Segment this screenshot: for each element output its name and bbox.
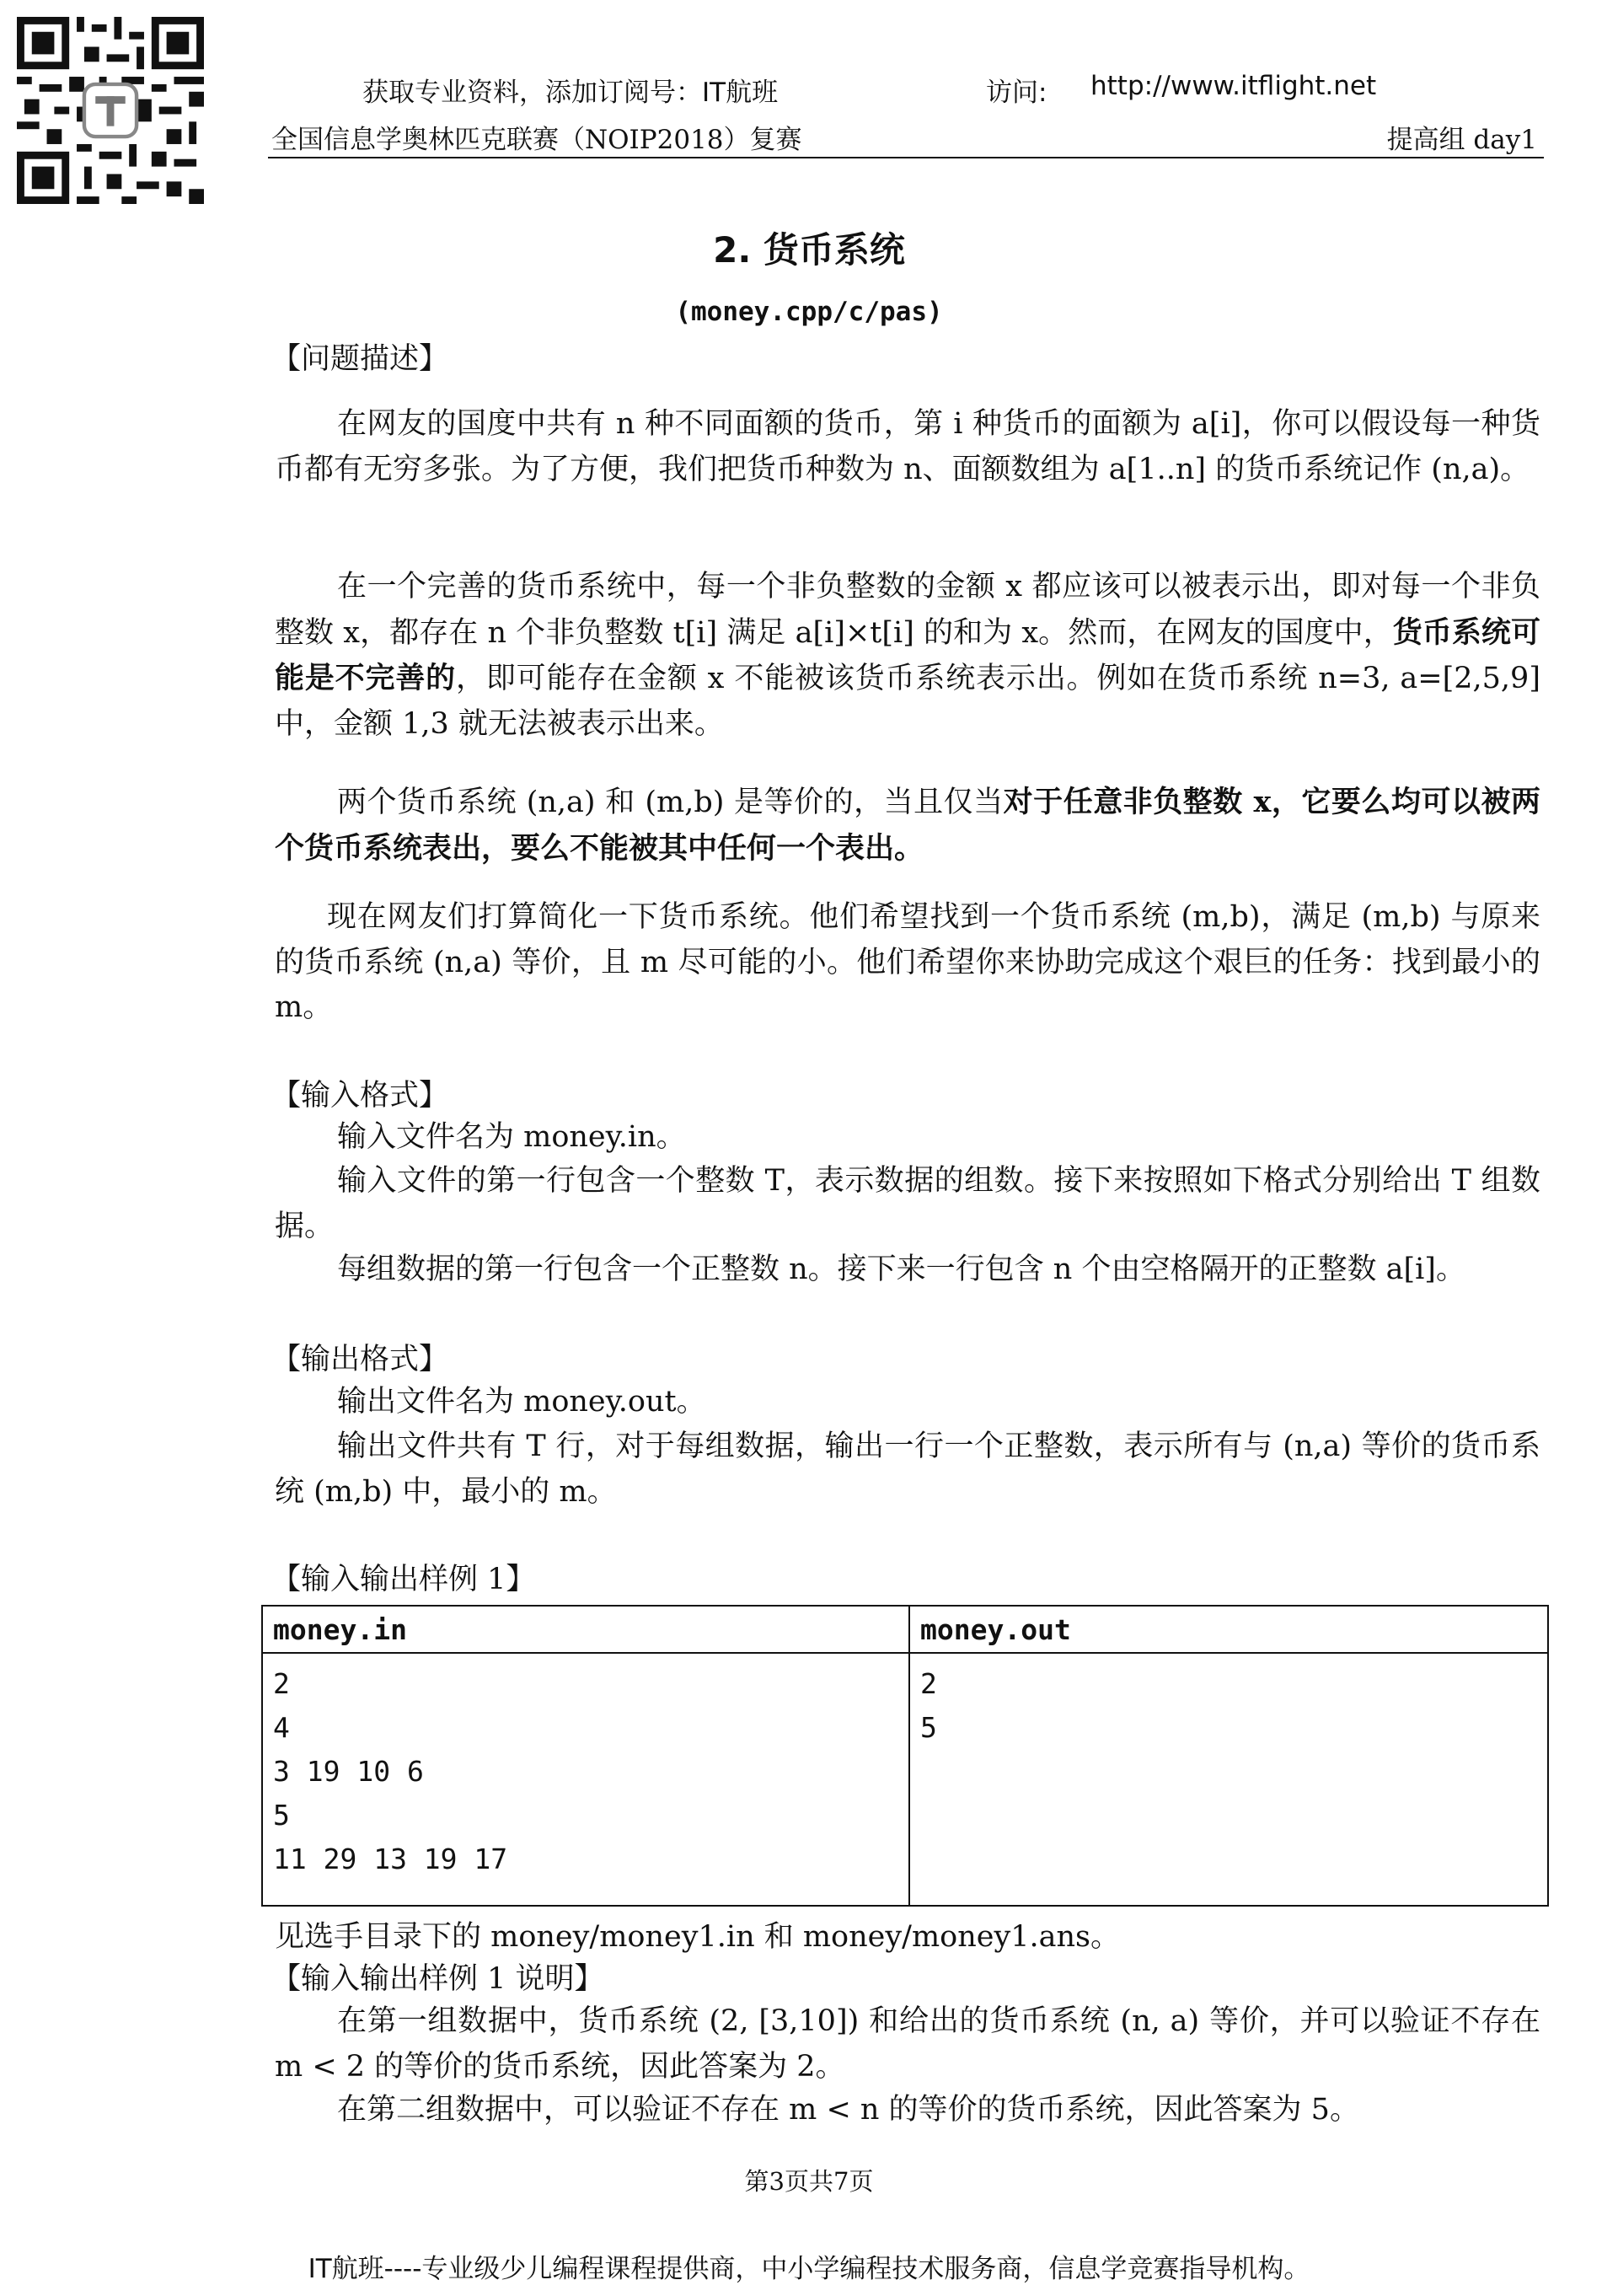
section-heading-sample-explanation: 【输入输出样例 1 说明】 (271, 1962, 604, 1996)
output-format-line-2: 输出文件共有 T 行，对于每组数据，输出一行一个正整数，表示所有与 (n,a) 等价的货币系统 (m,b) 中，最小的 m。 (275, 1430, 1540, 1509)
promo-subscribe-text: 获取专业资料，添加订阅号：IT航班 (362, 78, 779, 108)
output-format-line-1: 输出文件名为 money.out。 (337, 1385, 706, 1419)
description-paragraph-1: 在网友的国度中共有 n 种不同面额的货币，第 i 种货币的面额为 a[i]，你可以假设每一种货币都有无穷多张。为了方便，我们把货币种数为 n、面额数组为 a[1..n] 的货币系统记作 (n,a)。 (275, 407, 1540, 486)
sample-input-content: 2 4 3 19 10 6 5 11 29 13 19 17 (273, 1667, 508, 1875)
section-heading-sample: 【输入输出样例 1】 (271, 1563, 536, 1596)
sample-io-table (261, 1605, 1549, 1907)
input-format-line-3: 每组数据的第一行包含一个正整数 n。接下来一行包含 n 个由空格隔开的正整数 a[i]。 (337, 1253, 1465, 1286)
problem-filenames: (money.cpp/c/pas) (675, 297, 943, 327)
section-heading-output: 【输出格式】 (271, 1343, 449, 1376)
section-heading-input: 【输入格式】 (271, 1079, 449, 1113)
sample-output-content: 2 5 (920, 1667, 937, 1744)
promo-visit-label: 访问: (986, 78, 1047, 108)
sample-file-note: 见选手目录下的 money/money1.in 和 money/money1.ans。 (275, 1920, 1121, 1954)
header-contest-name: 全国信息学奥林匹克联赛（NOIP2018）复赛 (271, 125, 802, 155)
table-header-input: money.in (273, 1613, 407, 1646)
footer-tagline: IT航班----专业级少儿编程课程提供商，中小学编程技术服务商，信息学竞赛指导机构。 (308, 2254, 1310, 2284)
section-heading-description: 【问题描述】 (271, 342, 449, 376)
table-header-output: money.out (920, 1613, 1071, 1646)
page-number: 第3页共7页 (744, 2167, 874, 2196)
table-header-divider (263, 1652, 1547, 1654)
description-paragraph-3: 两个货币系统 (n,a) 和 (m,b) 是等价的，当且仅当对于任意非负整数 x，它要么均可以被两个货币系统表出，要么不能被其中任何一个表出。 (275, 785, 1540, 866)
description-paragraph-2: 在一个完善的货币系统中，每一个非负整数的金额 x 都应该可以被表示出，即对每一个非负整数 x，都存在 n 个非负整数 t[i] 满足 a[i]×t[i] 的和为 x。然而，在网友的国度中，货币系统可能是不完善的，即可能存在金额 x 不能被该货币系统表示出。例如在货币系统 n=3, a=[2,5,9] 中，金额 1,3 就无法被表示出来。 (275, 570, 1540, 741)
input-format-line-2: 输入文件的第一行包含一个整数 T，表示数据的组数。接下来按照如下格式分别给出 T 组数据。 (275, 1164, 1540, 1243)
explanation-line-1: 在第一组数据中，货币系统 (2, [3,10]) 和给出的货币系统 (n, a) 等价，并可以验证不存在 m < 2 的等价的货币系统，因此答案为 2。 (275, 2004, 1540, 2084)
qr-code-icon (17, 17, 204, 204)
problem-title: 2. 货币系统 (713, 229, 905, 271)
description-paragraph-4: 现在网友们打算简化一下货币系统。他们希望找到一个货币系统 (m,b)，满足 (m,b) 与原来的货币系统 (n,a) 等价，且 m 尽可能的小。他们希望你来协助完成这个艰巨的任务：找到最小的 m。 (275, 900, 1540, 1024)
header-group-day: 提高组 day1 (1386, 125, 1537, 155)
header-rule (268, 157, 1544, 158)
input-format-line-1: 输入文件名为 money.in。 (337, 1120, 686, 1154)
explanation-line-2: 在第二组数据中，可以验证不存在 m < n 的等价的货币系统，因此答案为 5。 (337, 2093, 1359, 2127)
promo-url-link[interactable]: http://www.itflight.net (1090, 71, 1377, 101)
